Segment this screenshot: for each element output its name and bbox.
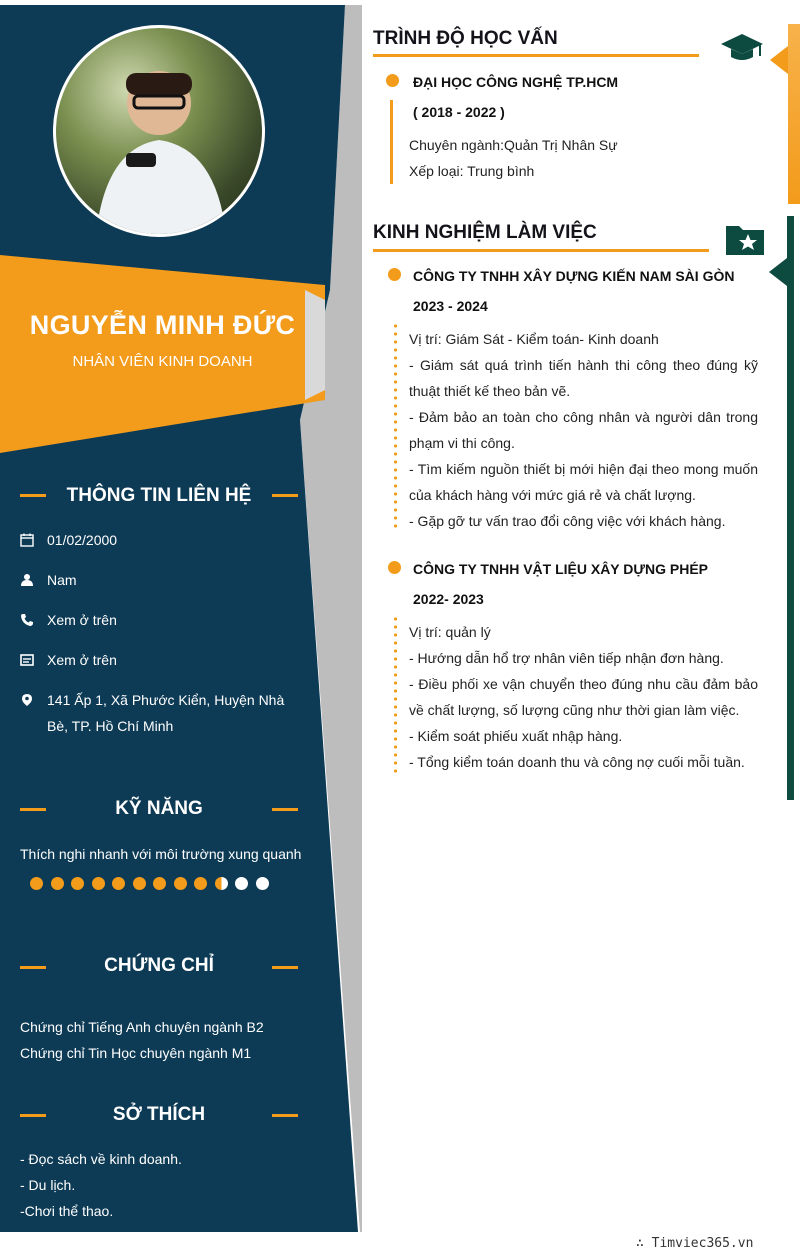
contact-text: Nam bbox=[47, 572, 77, 588]
hobby-list bbox=[20, 1146, 320, 1224]
rating-dot bbox=[133, 877, 146, 890]
divider bbox=[272, 1114, 298, 1117]
rating-dot bbox=[153, 877, 166, 890]
accent-arrow bbox=[769, 258, 787, 286]
contact-text: Xem ở trên bbox=[47, 652, 117, 668]
rating-dot bbox=[174, 877, 187, 890]
company-name: CÔNG TY TNHH VẬT LIỆU XÂY DỰNG PHÉP bbox=[413, 561, 709, 577]
rating-dot bbox=[51, 877, 64, 890]
certificate-item: Chứng chỉ Tiếng Anh chuyên ngành B2 bbox=[20, 1019, 264, 1035]
candidate-name: NGUYỄN MINH ĐỨC bbox=[29, 310, 296, 340]
certificate-item: Chứng chỉ Tin Học chuyên ngành M1 bbox=[20, 1045, 252, 1061]
timeline-dotted-line bbox=[394, 322, 397, 532]
contact-phone bbox=[20, 607, 310, 633]
location-icon bbox=[20, 693, 34, 707]
graduation-cap-icon bbox=[720, 32, 764, 64]
section-title-hobbies: SỞ THÍCH bbox=[112, 1104, 206, 1125]
education-grade: Xếp loại: Trung bình bbox=[409, 163, 535, 179]
study-period: ( 2018 - 2022 ) bbox=[413, 104, 505, 120]
star-folder-icon bbox=[725, 222, 765, 256]
job-period: 2022- 2023 bbox=[413, 591, 484, 607]
job-period: 2023 - 2024 bbox=[413, 298, 488, 314]
title-underline bbox=[373, 54, 699, 57]
company-name: CÔNG TY TNHH XÂY DỰNG KIẾN NAM SÀI GÒN bbox=[413, 268, 735, 284]
job-description bbox=[409, 326, 758, 534]
timeline-bullet bbox=[388, 268, 401, 281]
section-title-experience: KINH NGHIỆM LÀM VIỆC bbox=[373, 222, 597, 243]
title-underline bbox=[373, 249, 709, 252]
hobby-item: - Du lịch. bbox=[20, 1177, 76, 1193]
rating-dot bbox=[194, 877, 207, 890]
rating-dot bbox=[112, 877, 125, 890]
job-title: NHÂN VIÊN KINH DOANH bbox=[72, 353, 253, 370]
rating-dot bbox=[235, 877, 248, 890]
contact-address bbox=[20, 687, 310, 739]
section-title-contact: THÔNG TIN LIÊN HỆ bbox=[66, 485, 252, 506]
avatar bbox=[53, 25, 265, 237]
job-line: - Kiểm soát phiếu xuất nhập hàng. bbox=[409, 728, 623, 744]
job-line: - Gặp gỡ tư vấn trao đổi công việc với khách hàng. bbox=[409, 513, 726, 529]
divider bbox=[272, 808, 298, 811]
skill-rating bbox=[30, 877, 269, 890]
contact-text: 141 Ấp 1, Xã Phước Kiển, Huyện Nhà Bè, TP. Hồ Chí Minh bbox=[47, 692, 285, 734]
timeline-line bbox=[390, 100, 393, 184]
timeline-bullet bbox=[386, 74, 399, 87]
section-title-education: TRÌNH ĐỘ HỌC VẤN bbox=[373, 28, 558, 49]
school-name: ĐẠI HỌC CÔNG NGHỆ TP.HCM bbox=[413, 74, 619, 90]
rating-dot bbox=[71, 877, 84, 890]
job-line: - Giám sát quá trình tiến hành thi công theo đúng kỹ thuật thiết kế theo bản vẽ. bbox=[409, 357, 758, 399]
phone-icon bbox=[20, 613, 34, 627]
section-title-skills: KỸ NĂNG bbox=[115, 798, 203, 819]
job-line: - Tổng kiểm toán doanh thu và công nợ cuối mỗi tuần. bbox=[409, 754, 745, 770]
contact-text: 01/02/2000 bbox=[47, 532, 118, 548]
rating-dot bbox=[256, 877, 269, 890]
rating-dot bbox=[30, 877, 43, 890]
contact-text: Xem ở trên bbox=[47, 612, 117, 628]
email-icon bbox=[20, 653, 34, 667]
rating-dot bbox=[215, 877, 228, 890]
timeline-bullet bbox=[388, 561, 401, 574]
calendar-icon bbox=[20, 533, 34, 547]
job-line: Vị trí: Giám Sát - Kiểm toán- Kinh doanh bbox=[409, 331, 659, 347]
skill-name: Thích nghi nhanh với môi trường xung quanh bbox=[20, 846, 302, 862]
job-line: - Đảm bảo an toàn cho công nhân và người dân trong phạm vi thi công. bbox=[409, 409, 758, 451]
watermark: ∴ Timviec365.vn bbox=[636, 1236, 754, 1251]
contact-email bbox=[20, 647, 310, 673]
hobby-item: - Đọc sách về kinh doanh. bbox=[20, 1151, 182, 1167]
hobby-item: -Chơi thể thao. bbox=[20, 1203, 114, 1219]
contact-gender bbox=[20, 567, 310, 593]
job-line: - Hướng dẫn hổ trợ nhân viên tiếp nhận đơn hàng. bbox=[409, 650, 724, 666]
accent-bar bbox=[788, 24, 800, 204]
job-description bbox=[409, 619, 758, 775]
rating-dot bbox=[92, 877, 105, 890]
contact-birthday bbox=[20, 527, 310, 553]
accent-bar bbox=[787, 216, 794, 800]
person-icon bbox=[20, 573, 34, 587]
divider bbox=[272, 966, 298, 969]
banner-arrow bbox=[305, 290, 325, 400]
job-line: - Tìm kiếm nguồn thiết bị mới hiện đại theo mong muốn của khách hàng với mức giá rẻ và chất lượng. bbox=[409, 461, 758, 503]
job-line: Vị trí: quản lý bbox=[409, 624, 491, 640]
timeline-dotted-line bbox=[394, 615, 397, 773]
divider bbox=[272, 494, 298, 497]
section-title-certificates: CHỨNG CHỈ bbox=[104, 955, 214, 976]
education-major: Chuyên ngành:Quản Trị Nhân Sự bbox=[409, 137, 618, 153]
accent-arrow bbox=[770, 46, 788, 74]
job-line: - Điều phối xe vận chuyển theo đúng nhu cầu đảm bảo về chất lượng, số lượng cũng như thời gian làm việc. bbox=[409, 676, 758, 718]
certificate-list bbox=[20, 1014, 320, 1066]
